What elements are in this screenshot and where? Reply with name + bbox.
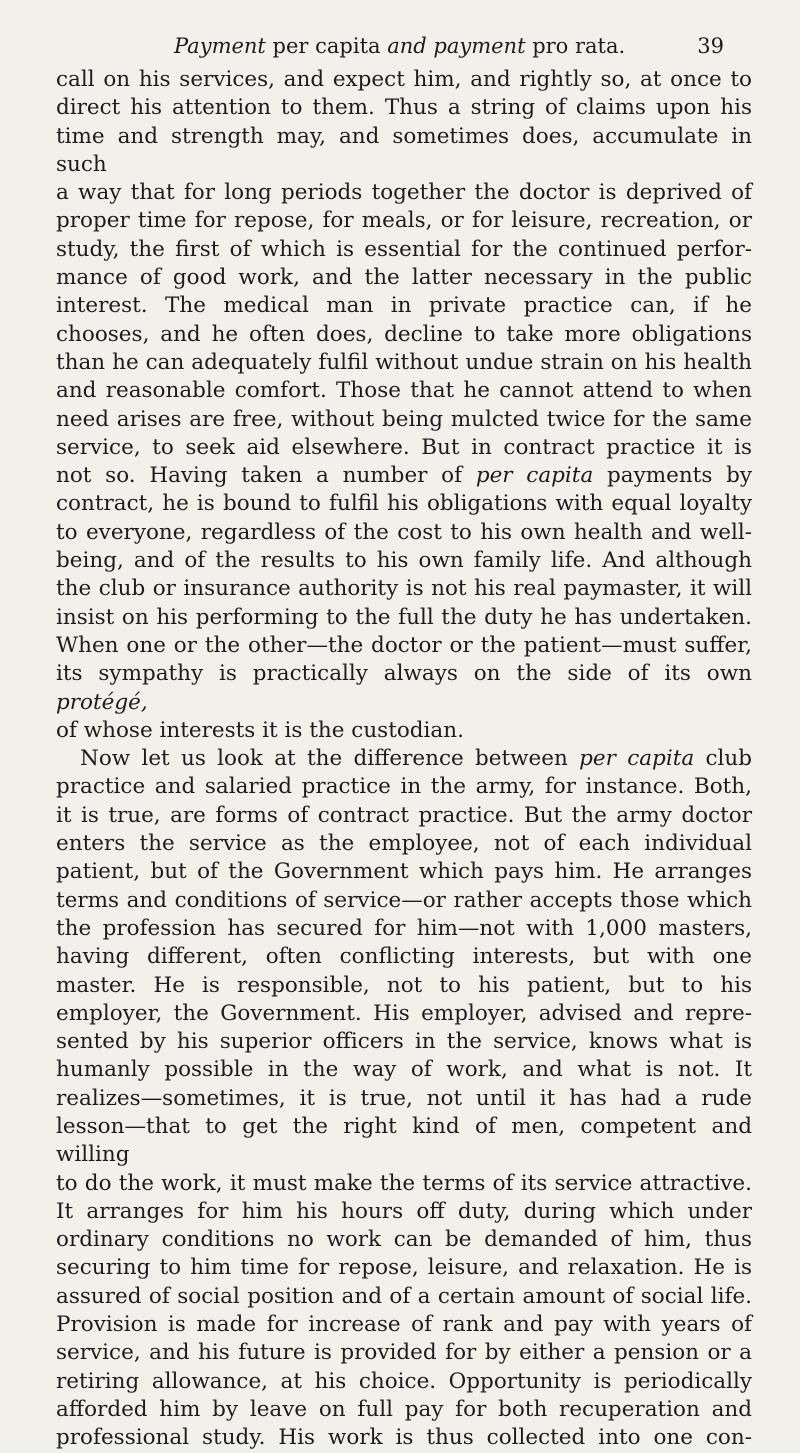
italic-term: per capita xyxy=(475,463,594,489)
text-line xyxy=(56,745,752,773)
title-roman-1: per capita xyxy=(265,34,388,58)
italic-term: per capita xyxy=(579,746,695,772)
text-line: realizes—sometimes, it is true, not until it has had a rude xyxy=(56,1085,752,1111)
text-line: master. He is responsible, not to his patient, but to his xyxy=(56,972,752,998)
text-line: mance of good work, and the latter necessary in the public xyxy=(56,265,752,291)
text-line: to everyone, regardless of the cost to his own health and well- xyxy=(56,519,752,545)
text-line: enters the service as the employee, not of each individual xyxy=(56,831,752,857)
paragraph-1 xyxy=(56,66,752,745)
text-line: a way that for long periods together the doctor is deprived of xyxy=(56,180,752,206)
text-line: assured of social position and of a certain amount of social life. xyxy=(56,1283,752,1309)
text-segment: club xyxy=(694,746,752,772)
text-line: It arranges for him his hours off duty, during which under xyxy=(56,1198,752,1224)
text-line: direct his attention to them. Thus a string of claims upon his xyxy=(56,95,752,121)
page-number: 39 xyxy=(697,34,724,58)
text-line: contract, he is bound to fulfil his obligations with equal loyalty xyxy=(56,491,752,517)
text-line: humanly possible in the way of work, and what is not. It xyxy=(56,1057,752,1083)
text-segment: not so. Having taken a number of xyxy=(56,463,476,489)
text-line: chooses, and he often does, decline to take more obligations xyxy=(56,321,752,347)
text-line: terms and conditions of service—or rather accepts those which xyxy=(56,887,752,913)
title-italic-2: and payment xyxy=(387,34,526,58)
text-line: it is true, are forms of contract practice. But the army doctor xyxy=(56,802,752,828)
text-segment: Now let us look at the difference between xyxy=(80,746,580,772)
text-line: sented by his superior officers in the service, knows what is xyxy=(56,1029,752,1055)
text-line: When one or the other—the doctor or the patient—must suffer, xyxy=(56,632,752,658)
text-line: service, and his future is provided for by either a pension or a xyxy=(56,1340,752,1366)
text-line: proper time for repose, for meals, or for leisure, recreation, or xyxy=(56,208,752,234)
text-line: than he can adequately fulfil without undue strain on his health xyxy=(56,349,752,375)
text-line: the profession has secured for him—not with 1,000 masters, xyxy=(56,915,752,941)
text-line: to do the work, it must make the terms of its service attractive. xyxy=(56,1170,752,1196)
text-line: having different, often conflicting interests, but with one xyxy=(56,944,752,970)
title-italic-1: Payment xyxy=(174,34,266,58)
text-line: time and strength may, and sometimes does, accumulate in such xyxy=(56,123,752,177)
text-line: practice and salaried practice in the army, for instance. Both, xyxy=(56,774,752,800)
paragraph-2 xyxy=(56,745,752,1452)
text-line: study, the first of which is essential for the continued perfor- xyxy=(56,236,752,262)
text-line: and reasonable comfort. Those that he cannot attend to when xyxy=(56,378,752,404)
text-line: of whose interests it is the custodian. xyxy=(56,717,464,743)
text-line: afforded him by leave on full pay for both recuperation and xyxy=(56,1396,752,1422)
text-line: securing to him time for repose, leisure, and relaxation. He is xyxy=(56,1255,752,1281)
text-line xyxy=(56,462,752,490)
running-title xyxy=(174,34,625,58)
title-roman-2: pro rata. xyxy=(525,34,626,58)
text-line: insist on his performing to the full the duty he has undertaken. xyxy=(56,604,752,630)
italic-term: protégé, xyxy=(56,689,148,715)
text-line: Provision is made for increase of rank and pay with years of xyxy=(56,1312,752,1338)
text-line: the club or insurance authority is not his real paymaster, it will xyxy=(56,576,752,602)
text-line xyxy=(56,660,752,717)
text-segment: its sympathy is practically always on the side of its own xyxy=(56,661,752,687)
text-segment: payments by xyxy=(593,463,752,489)
text-line: need arises are free, without being mulcted twice for the same xyxy=(56,406,752,432)
running-header xyxy=(56,30,752,64)
text-line: interest. The medical man in private practice can, if he xyxy=(56,293,752,319)
text-line: service, to seek aid elsewhere. But in contract practice it is xyxy=(56,434,752,460)
body-text xyxy=(56,66,752,1453)
text-line: patient, but of the Government which pays him. He arranges xyxy=(56,859,752,885)
text-line: professional study. His work is thus collected into one con- xyxy=(56,1425,752,1451)
text-line: retiring allowance, at his choice. Opportunity is periodically xyxy=(56,1368,752,1394)
text-line: lesson—that to get the right kind of men, competent and willing xyxy=(56,1113,752,1168)
text-line: call on his services, and expect him, and rightly so, at once to xyxy=(56,67,752,92)
text-line: being, and of the results to his own family life. And although xyxy=(56,548,752,574)
text-line: ordinary conditions no work can be demanded of him, thus xyxy=(56,1227,752,1253)
text-line: employer, the Government. His employer, advised and repre- xyxy=(56,1000,752,1026)
